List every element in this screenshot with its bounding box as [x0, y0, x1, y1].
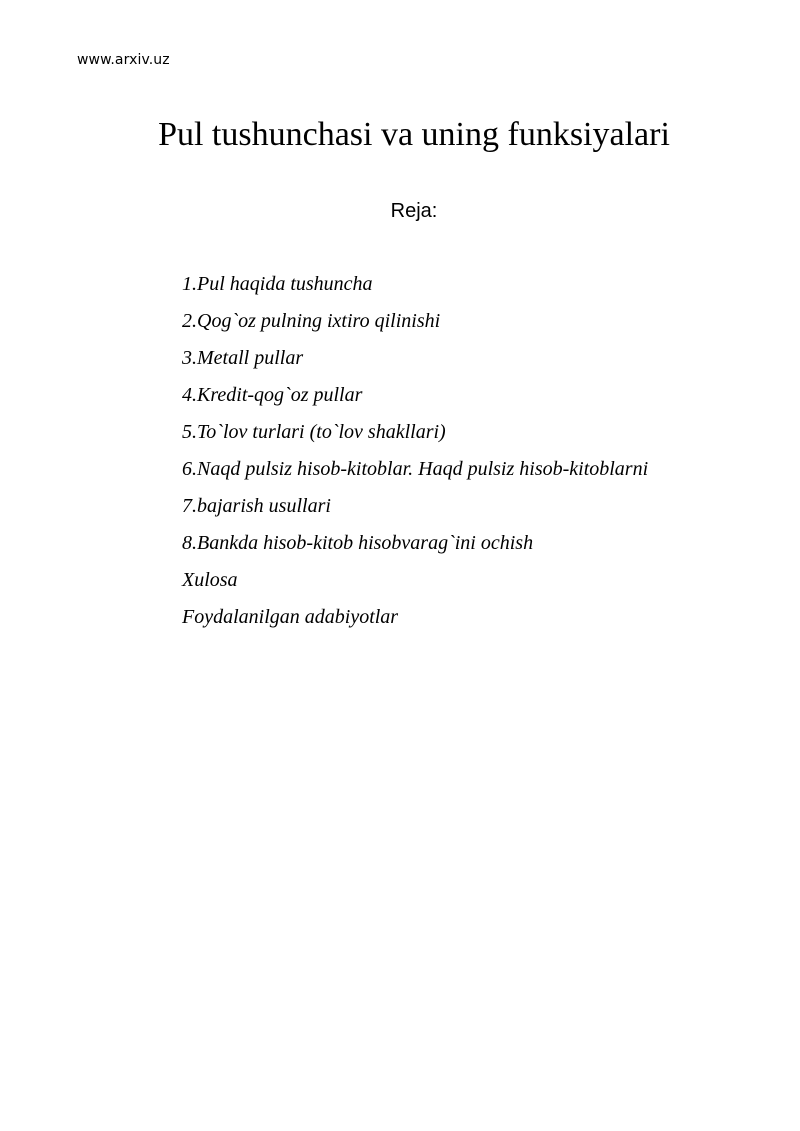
- plan-item: 3.Metall pullar: [182, 347, 304, 369]
- plan-list: [182, 266, 648, 636]
- plan-item: 8.Bankda hisob-kitob hisobvarag`ini ochish: [182, 532, 534, 554]
- header-url: www.arxiv.uz: [77, 52, 170, 68]
- plan-item: 4.Kredit-qog`oz pullar: [182, 384, 363, 406]
- plan-item: 5.To`lov turlari (to`lov shakllari): [182, 421, 446, 443]
- plan-item: Foydalanilgan adabiyotlar: [182, 606, 399, 628]
- plan-item: 6.Naqd pulsiz hisob-kitoblar. Haqd pulsiz hisob-kitoblarni: [182, 458, 649, 480]
- plan-item: 2.Qog`oz pulning ixtiro qilinishi: [182, 310, 441, 332]
- plan-item: 1.Pul haqida tushuncha: [182, 273, 373, 295]
- plan-heading: Reja:: [390, 200, 438, 222]
- document-title: Pul tushunchasi va uning funksiyalari: [158, 116, 670, 153]
- plan-item: 7.bajarish usullari: [182, 495, 331, 517]
- plan-item: Xulosa: [182, 569, 238, 591]
